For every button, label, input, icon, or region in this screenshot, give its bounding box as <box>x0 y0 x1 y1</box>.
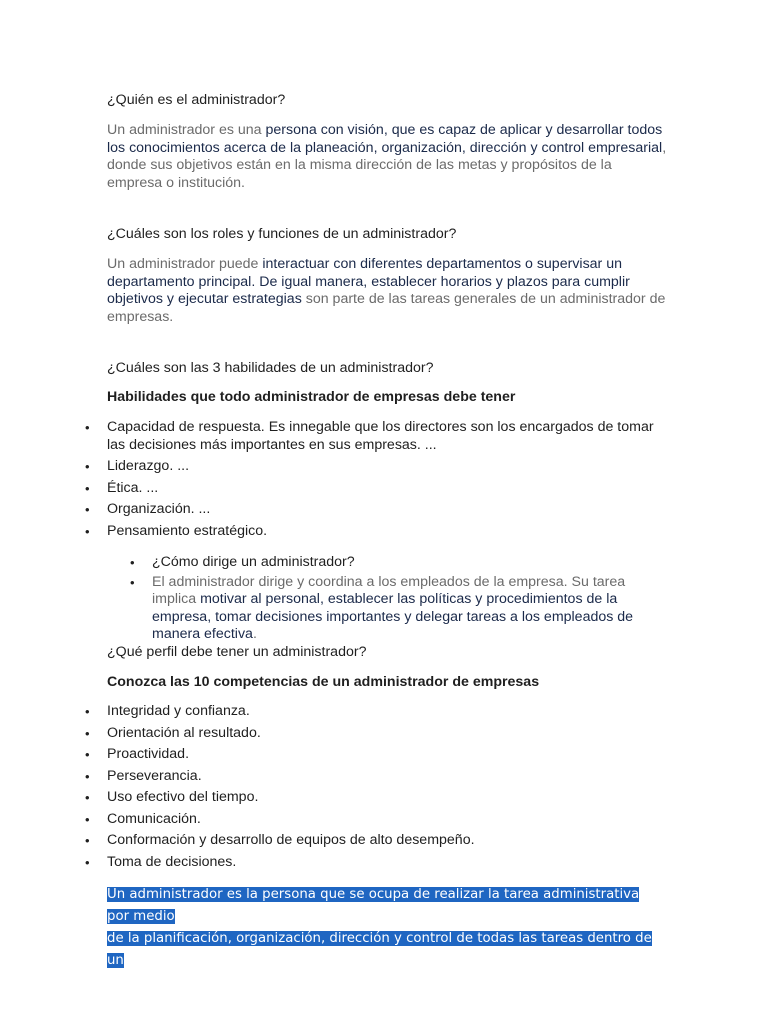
heading-competencies: Conozca las 10 competencias de un administrador de empresas <box>107 674 540 690</box>
heading-skills: Habilidades que todo administrador de empresas debe tener <box>107 389 516 405</box>
paragraph-highlight: persona con visión, que es capaz de aplicar y desarrollar todos los conocimientos acerca de la planeación, organización, dirección y control empresarial <box>107 122 663 156</box>
list-item: • Organización. ... <box>107 501 667 519</box>
list-item: • Orientación al resultado. <box>107 725 667 743</box>
paragraph-highlight: interactuar con diferentes departamentos o supervisar un departamento principal. De igual manera, establecer horarios y plazos para cumplir objetivos y ejecutar estrategias <box>107 256 630 307</box>
list-item <box>152 574 662 644</box>
paragraph-text: , donde sus objetivos están en la misma dirección de las metas y propósitos de la empresa o institución. <box>107 139 667 191</box>
list-item: • Comunicación. <box>107 811 667 829</box>
list-item: • Proactividad. <box>107 746 667 764</box>
list-item: • Liderazgo. ... <box>107 458 667 476</box>
list-item-highlight: motivar al personal, establecer las políticas y procedimientos de la empresa, tomar decisiones importantes y delegar tareas a los empleados de manera efectiva <box>152 591 634 642</box>
skills-list <box>107 419 667 540</box>
list-item: • Perseverancia. <box>107 768 667 786</box>
selected-line[interactable] <box>107 928 655 972</box>
nested-list <box>152 554 662 644</box>
selected-text[interactable]: de la planificación, organización, dirección y control de todas las tareas dentro de un <box>107 931 652 968</box>
list-item: • Ética. ... <box>107 480 667 498</box>
list-item: • Pensamiento estratégico. <box>107 523 667 541</box>
competencies-list <box>107 703 667 871</box>
list-item: • Uso efectivo del tiempo. <box>107 789 667 807</box>
paragraph-text: Un administrador puede <box>107 256 263 272</box>
list-item-text: El administrador dirige y coordina a los empleados de la empresa. Su tarea implica <box>152 573 626 607</box>
question-profile: ¿Qué perfil debe tener un administrador? <box>107 644 367 660</box>
list-item: • ¿Cómo dirige un administrador? <box>152 554 662 572</box>
selected-text[interactable]: Un administrador es la persona que se ocupa de realizar la tarea administrativa por medio <box>107 887 640 924</box>
list-item: • Integridad y confianza. <box>107 703 667 721</box>
selected-line[interactable] <box>107 884 655 928</box>
list-item: • Conformación y desarrollo de equipos de alto desempeño. <box>107 832 667 850</box>
paragraph-text: Un administrador es una <box>107 122 266 138</box>
paragraph-roles-functions <box>107 256 667 326</box>
question-three-skills: ¿Cuáles son las 3 habilidades de un administrador? <box>107 360 434 376</box>
list-item-text: . <box>252 626 257 642</box>
list-item: • Capacidad de respuesta. Es innegable que los directores son los encargados de tomar las decisiones más importantes en sus empresas. ... <box>107 419 667 454</box>
question-who-is-administrator: ¿Quién es el administrador? <box>107 92 286 108</box>
list-item: • Toma de decisiones. <box>107 854 667 872</box>
paragraph-text: son parte de las tareas generales de un administrador de empresas. <box>107 291 666 325</box>
paragraph-administrator-definition <box>107 122 667 192</box>
question-roles-functions: ¿Cuáles son los roles y funciones de un administrador? <box>107 226 457 242</box>
selected-text-block[interactable] <box>107 884 655 972</box>
